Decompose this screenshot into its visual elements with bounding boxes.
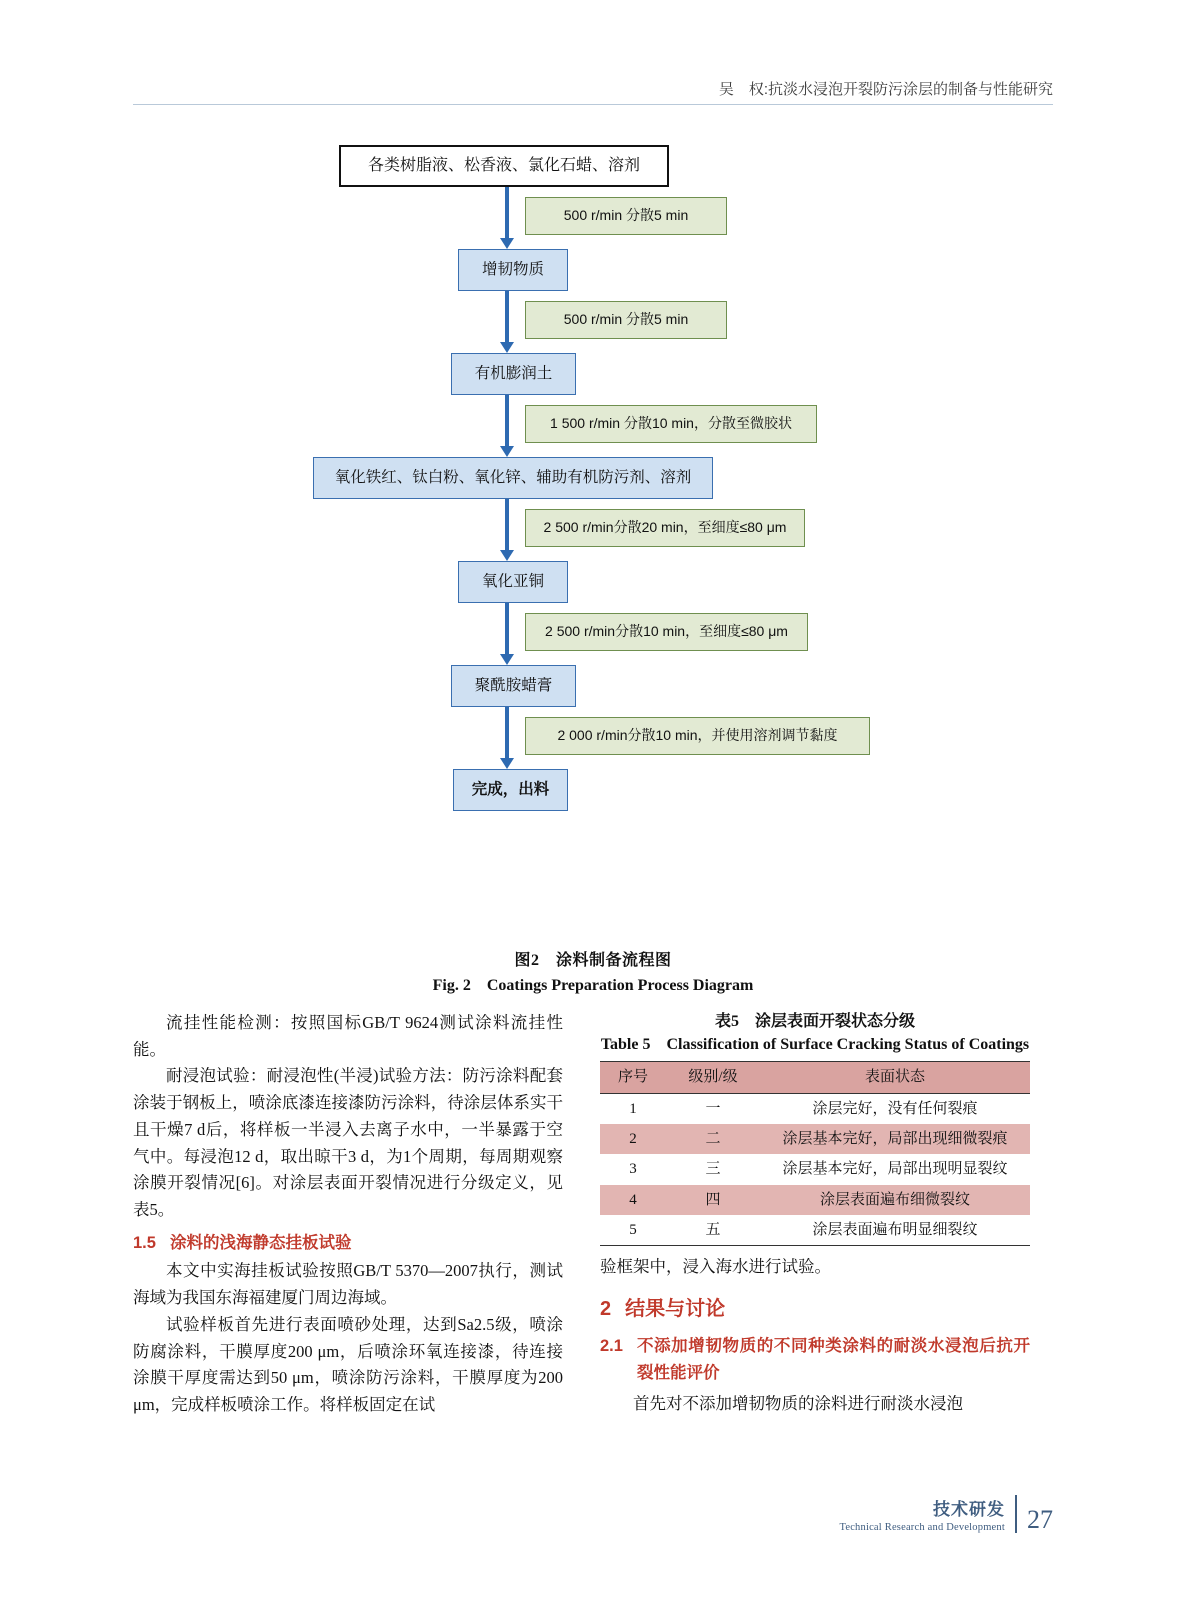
table-cell: 涂层基本完好，局部出现明显裂纹	[782, 1161, 1008, 1178]
flow-node-toughener: 增韧物质	[458, 249, 568, 291]
flow-node-cuprous-oxide: 氧化亚铜	[458, 561, 568, 603]
flow-node-start: 各类树脂液、松香液、氯化石蜡、溶剂	[339, 145, 669, 187]
flow-node-polyamide-wax: 聚酰胺蜡膏	[451, 665, 576, 707]
header-divider	[133, 104, 1053, 105]
paragraph-panel-prep: 试验样板首先进行表面喷砂处理，达到Sa2.5级，喷涂防腐涂料，干膜厚度200 μm，后喷涂环氧连接漆，待连接涂膜干厚度需达到50 μm，喷涂防污涂料，干膜厚度为200 μm，完成样板喷涂工作。将样板固定在试	[133, 1314, 563, 1415]
heading-2-1	[600, 1333, 1030, 1386]
heading-2-text: 结果与讨论	[625, 1297, 726, 1320]
footer-section-cn: 技术研发	[933, 1500, 1005, 1519]
page-number: 27	[1027, 1505, 1053, 1534]
table-row	[600, 1154, 1030, 1184]
heading-1-5-text: 涂料的浅海静态挂板试验	[169, 1233, 352, 1252]
table-cell: 三	[705, 1161, 721, 1178]
table-header-row	[600, 1062, 1030, 1093]
flow-node-finish: 完成，出料	[453, 769, 568, 811]
table-row	[600, 1093, 1030, 1124]
flow-node-pigments: 氧化铁红、钛白粉、氧化锌、辅助有机防污剂、溶剂	[313, 457, 713, 499]
figure-caption-en: Fig. 2 Coatings Preparation Process Diagram	[432, 977, 754, 994]
table-cell: 涂层完好，没有任何裂痕	[812, 1100, 978, 1117]
table-cell: 2	[600, 1124, 666, 1154]
paragraph-sea-trial: 本文中实海挂板试验按照GB/T 5370—2007执行，测试海域为我国东海福建厦门周边海域。	[133, 1261, 563, 1308]
table-cell: 4	[600, 1185, 666, 1215]
table-cell: 5	[600, 1215, 666, 1246]
flow-step-5: 2 500 r/min分散10 min，至细度≤80 μm	[525, 613, 808, 651]
table-header-cell: 表面状态	[760, 1062, 1030, 1093]
footer-labels	[839, 1495, 1005, 1533]
table-title-en: Table 5 Classification of Surface Cracking Status of Coatings	[600, 1036, 1030, 1054]
footer-section-en: Technical Research and Development	[839, 1522, 1005, 1533]
flow-arrow-5	[500, 603, 514, 665]
heading-2	[600, 1293, 1030, 1325]
flow-node-organo-bentonite: 有机膨润土	[451, 353, 576, 395]
table-cell: 3	[629, 1161, 637, 1178]
table-cell: 一	[705, 1100, 721, 1117]
table-title-cn: 表5 涂层表面开裂状态分级	[714, 1013, 915, 1030]
heading-2-number: 2	[600, 1297, 612, 1320]
table-cell: 涂层基本完好，局部出现细微裂痕	[760, 1124, 1030, 1154]
table-row	[600, 1124, 1030, 1154]
table-5	[600, 1061, 1030, 1246]
table-cell: 涂层表面遍布明显细裂纹	[760, 1215, 1030, 1246]
running-head: 吴 权:抗淡水浸泡开裂防污涂层的制备与性能研究	[718, 81, 1053, 98]
page-footer	[760, 1495, 1053, 1533]
paragraph-immersion-test: 耐浸泡试验：耐浸泡性(半浸)试验方法：防污涂料配套涂装于钢板上，喷涂底漆连接漆防污涂料，待涂层体系实干且干燥7 d后，将样板一半浸入去离子水中，一半暴露于空气中。每浸泡12 d，取出晾干3 d，为1个周期，每周期观察涂膜开裂情况[6]。对涂层表面开裂情况进行分级定义，见表5。	[133, 1066, 563, 1220]
paragraph-results-intro: 首先对不添加增韧物质的涂料进行耐淡水浸泡	[633, 1393, 963, 1413]
flow-arrow-4	[500, 499, 514, 561]
table-cell: 二	[666, 1124, 760, 1154]
flow-arrow-2	[500, 291, 514, 353]
table-cell: 四	[666, 1185, 760, 1215]
table-header-cell: 序号	[600, 1062, 666, 1093]
table-cell: 涂层表面遍布细微裂纹	[760, 1185, 1030, 1215]
flow-arrow-3	[500, 395, 514, 457]
left-column	[133, 1010, 563, 1419]
paragraph-frame: 验框架中，浸入海水进行试验。	[600, 1257, 831, 1277]
figure-caption-cn: 图2 涂料制备流程图	[514, 952, 672, 969]
table-cell: 五	[666, 1215, 760, 1246]
heading-1-5	[133, 1230, 563, 1257]
table-row	[600, 1215, 1030, 1246]
heading-2-1-text: 不添加增韧物质的不同种类涂料的耐淡水浸泡后抗开裂性能评价	[636, 1337, 1030, 1382]
heading-2-1-number: 2.1	[600, 1337, 623, 1356]
table-row	[600, 1185, 1030, 1215]
table-cell: 1	[629, 1100, 637, 1117]
flow-arrow-1	[500, 187, 514, 249]
right-column	[600, 1010, 1030, 1417]
heading-1-5-number: 1.5	[133, 1233, 156, 1252]
flow-step-6: 2 000 r/min分散10 min，并使用溶剂调节黏度	[525, 717, 870, 755]
flow-step-3: 1 500 r/min 分散10 min，分散至微胶状	[525, 405, 817, 443]
figure-flowchart	[133, 125, 1053, 935]
flow-step-1: 500 r/min 分散5 min	[525, 197, 727, 235]
paragraph-flow-test: 流挂性能检测：按照国标GB/T 9624测试涂料流挂性能。	[133, 1013, 563, 1059]
flow-arrow-6	[500, 707, 514, 769]
flow-step-2: 500 r/min 分散5 min	[525, 301, 727, 339]
flow-step-4: 2 500 r/min分散20 min，至细度≤80 μm	[525, 509, 805, 547]
table-header-cell: 级别/级	[666, 1062, 760, 1093]
footer-divider	[1015, 1495, 1017, 1533]
